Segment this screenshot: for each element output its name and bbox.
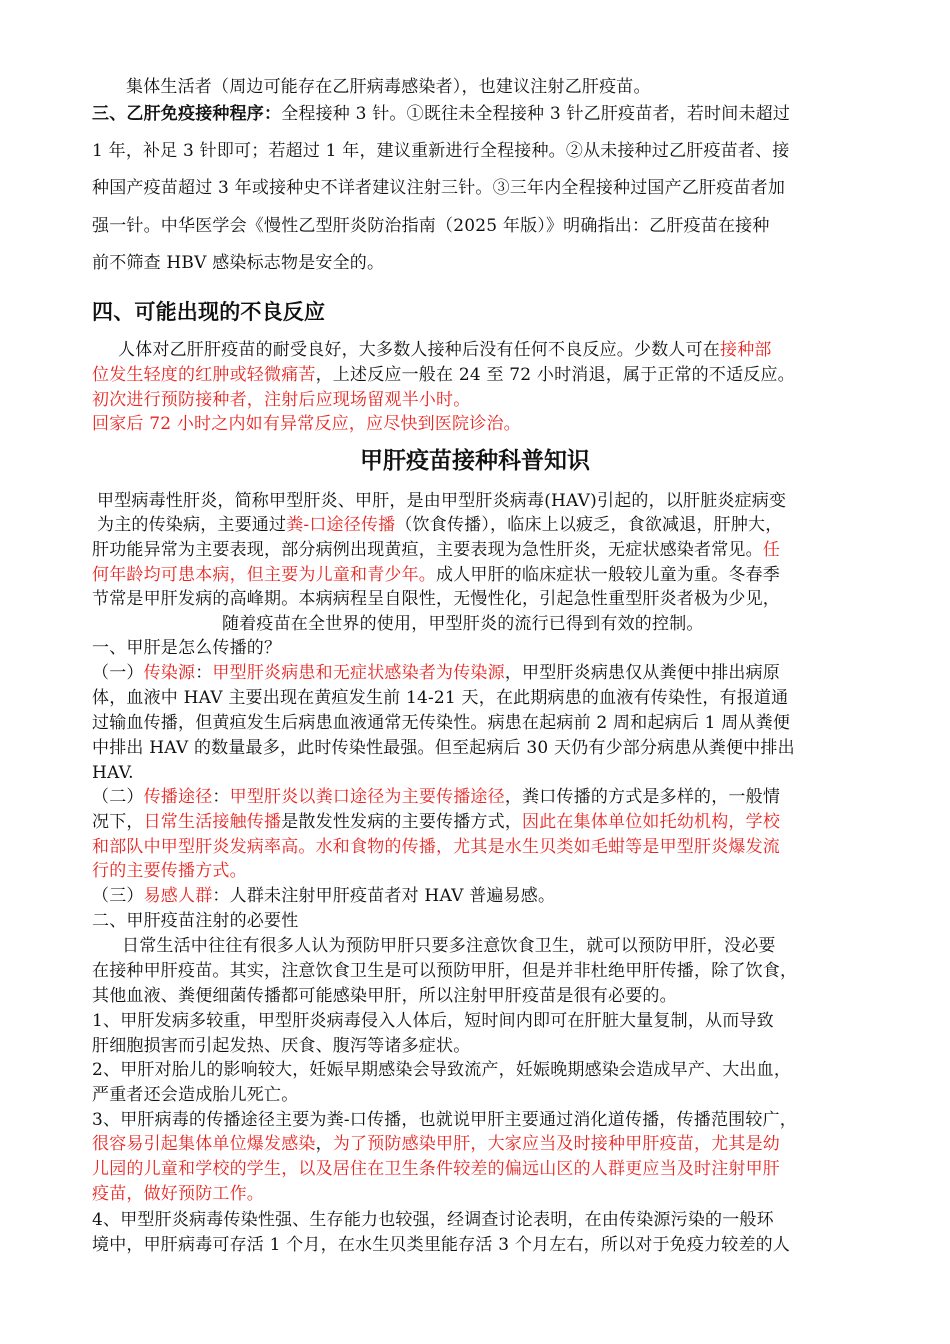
highlight-text: 甲型肝炎病患和无症状感染者为传染源: [212, 663, 505, 683]
highlight-text: 粪-口途径传播: [286, 515, 396, 535]
text-run: 全程接种 3 针。①既往未全程接种 3 针乙肝疫苗者，若时间未超过: [281, 104, 791, 124]
text-line: 严重者还会造成胎儿死亡。: [92, 1085, 299, 1105]
text-line: 过输血传播，但黄疸发生后病患血液通常无传染性。病患在起病前 2 周和起病后 1 周从粪便: [92, 713, 791, 733]
text-line: [118, 339, 888, 361]
text-run: （饮食传播），临床上以疲乏，食欲减退，肝肿大，: [395, 515, 783, 535]
text-line: 一、甲肝是怎么传播的？: [92, 638, 282, 658]
text-run: 肝功能异常为主要表现，部分病例出现黄疸，主要表现为急性肝炎，无症状感染者常见。: [92, 540, 763, 560]
text-line: [92, 811, 862, 833]
text-run: ：人群未注射甲肝疫苗者对 HAV 普遍易感。: [212, 886, 556, 906]
text-line: 初次进行预防接种者，注射后应现场留观半小时。: [92, 390, 471, 410]
text-line: 和部队中甲型肝炎发病率高。水和食物的传播，尤其是水生贝类如毛蚶等是甲型肝炎爆发流: [92, 837, 780, 857]
text-line: 强一针。中华医学会《慢性乙型肝炎防治指南（2025 年版）》明确指出：乙肝疫苗在接种: [92, 216, 770, 236]
text-line: 日常生活中往往有很多人认为预防甲肝只要多注意饮食卫生，就可以预防甲肝，没必要: [122, 936, 776, 956]
highlight-text: 易感人群: [143, 886, 213, 906]
text-line: [92, 364, 862, 386]
text-run: ，上述反应一般在 24 至 72 小时消退，属于正常的不适反应。: [315, 365, 795, 385]
text-run: ：: [195, 663, 213, 683]
highlight-text: 甲型肝炎以粪口途径为主要传播途径: [229, 787, 505, 807]
text-line: 随着疫苗在全世界的使用，甲型肝炎的流行已得到有效的控制。: [222, 614, 704, 634]
text-run: （一）: [92, 663, 144, 683]
text-line: 回家后 72 小时之内如有异常反应，应尽快到医院诊治。: [92, 414, 521, 434]
text-line: 二、甲肝疫苗注射的必要性: [92, 911, 299, 931]
text-line: [92, 1133, 862, 1155]
text-line: 1 年，补足 3 针即可；若超过 1 年，建议重新进行全程接种。②从未接种过乙肝疫苗者、接: [92, 141, 790, 161]
text-line: [92, 539, 862, 561]
section-heading: 四、可能出现的不良反应: [92, 299, 326, 324]
text-run: 成人甲肝的临床症状一般较儿童为重。冬春季: [436, 565, 780, 585]
text-line: [92, 662, 862, 684]
text-line: [92, 885, 862, 907]
text-run: （三）: [92, 886, 144, 906]
text-line: [92, 564, 862, 586]
text-line: 疫苗，做好预防工作。: [92, 1184, 264, 1204]
text-line: 4、甲型肝炎病毒传染性强、生存能力也较强，经调查讨论表明，在由传染源污染的一般环: [92, 1210, 774, 1230]
highlight-text: 为了预防感染甲肝，大家应当及时接种甲肝疫苗，尤其是幼: [332, 1134, 781, 1154]
text-line: 前不筛查 HBV 感染标志物是安全的。: [92, 253, 385, 273]
text-line: 在接种甲肝疫苗。其实，注意饮食卫生是可以预防甲肝，但是并非杜绝甲肝传播，除了饮食，: [92, 961, 798, 981]
highlight-text: 任: [762, 540, 781, 560]
text-line: 1、甲肝发病多较重，甲型肝炎病毒侵入人体后，短时间内即可在肝脏大量复制，从而导致: [92, 1011, 774, 1031]
text-run: ：: [212, 787, 230, 807]
text-line: 种国产疫苗超过 3 年或接种史不详者建议注射三针。③三年内全程接种过国产乙肝疫苗者加: [92, 178, 786, 198]
highlight-text: 很容易引起集体单位爆发感染: [92, 1134, 316, 1154]
text-run: ，粪口传播的方式是多样的，一般情: [504, 787, 781, 807]
text-run: 为主的传染病，主要通过: [97, 515, 287, 535]
text-line: 其他血液、粪便细菌传播都可能感染甲肝，所以注射甲肝疫苗是很有必要的。: [92, 986, 677, 1006]
text-line: [92, 103, 862, 125]
text-line: 2、甲肝对胎儿的影响较大，妊娠早期感染会导致流产，妊娠晚期感染会造成早产、大出血，: [92, 1060, 792, 1080]
text-run: ，: [315, 1134, 333, 1154]
text-line: [97, 514, 867, 536]
text-line: [92, 786, 862, 808]
text-line: 境中，甲肝病毒可存活 1 个月，在水生贝类里能存活 3 个月左右，所以对于免疫力较差的人: [92, 1235, 791, 1255]
text-line: 肝细胞损害而引起发热、厌食、腹泻等诸多症状。: [92, 1036, 471, 1056]
highlight-text: 何年龄均可患本病，但主要为儿童和青少年。: [92, 565, 436, 585]
text-run: 况下，: [92, 812, 144, 832]
text-line: HAV.: [92, 763, 134, 783]
text-line: 中排出 HAV 的数量最多，此时传染性最强。但至起病后 30 天仍有少部分病患从粪便中排出: [92, 738, 795, 758]
text-line: 甲型病毒性肝炎，简称甲型肝炎、甲肝，是由甲型肝炎病毒(HAV)引起的，以肝脏炎症病变: [97, 491, 787, 511]
text-line: 节常是甲肝发病的高峰期。本病病程呈自限性，无慢性化，引起急性重型肝炎者极为少见，: [92, 589, 780, 609]
highlight-text: 传染源: [143, 663, 196, 683]
text-line: 集体生活者（周边可能存在乙肝病毒感染者），也建议注射乙肝疫苗。: [126, 77, 651, 97]
text-line: 3、甲肝病毒的传播途径主要为粪-口传播，也就说甲肝主要通过消化道传播，传播范围较广，: [92, 1110, 797, 1130]
page-title: 甲肝疫苗接种科普知识: [360, 447, 590, 474]
text-line: 行的主要传播方式。: [92, 861, 247, 881]
highlight-text: 日常生活接触传播: [143, 812, 282, 832]
text-line: 儿园的儿童和学校的学生，以及居住在卫生条件较差的偏远山区的人群更应当及时注射甲肝: [92, 1159, 780, 1179]
text-run: 是散发性发病的主要传播方式，: [281, 812, 523, 832]
text-run: ，甲型肝炎病患仅从粪便中排出病原: [504, 663, 781, 683]
text-run: （二）: [92, 787, 144, 807]
section-heading: 三、乙肝免疫接种程序：: [92, 104, 282, 124]
highlight-text: 因此在集体单位如托幼机构，学校: [522, 812, 781, 832]
highlight-text: 接种部: [720, 340, 772, 360]
highlight-text: 位发生轻度的红肿或轻微痛苦: [92, 365, 316, 385]
text-line: 体，血液中 HAV 主要出现在黄疸发生前 14-21 天，在此期病患的血液有传染性，有报道通: [92, 688, 789, 708]
text-run: 人体对乙肝肝疫苗的耐受良好，大多数人接种后没有任何不良反应。少数人可在: [118, 340, 720, 360]
highlight-text: 传播途径: [143, 787, 213, 807]
